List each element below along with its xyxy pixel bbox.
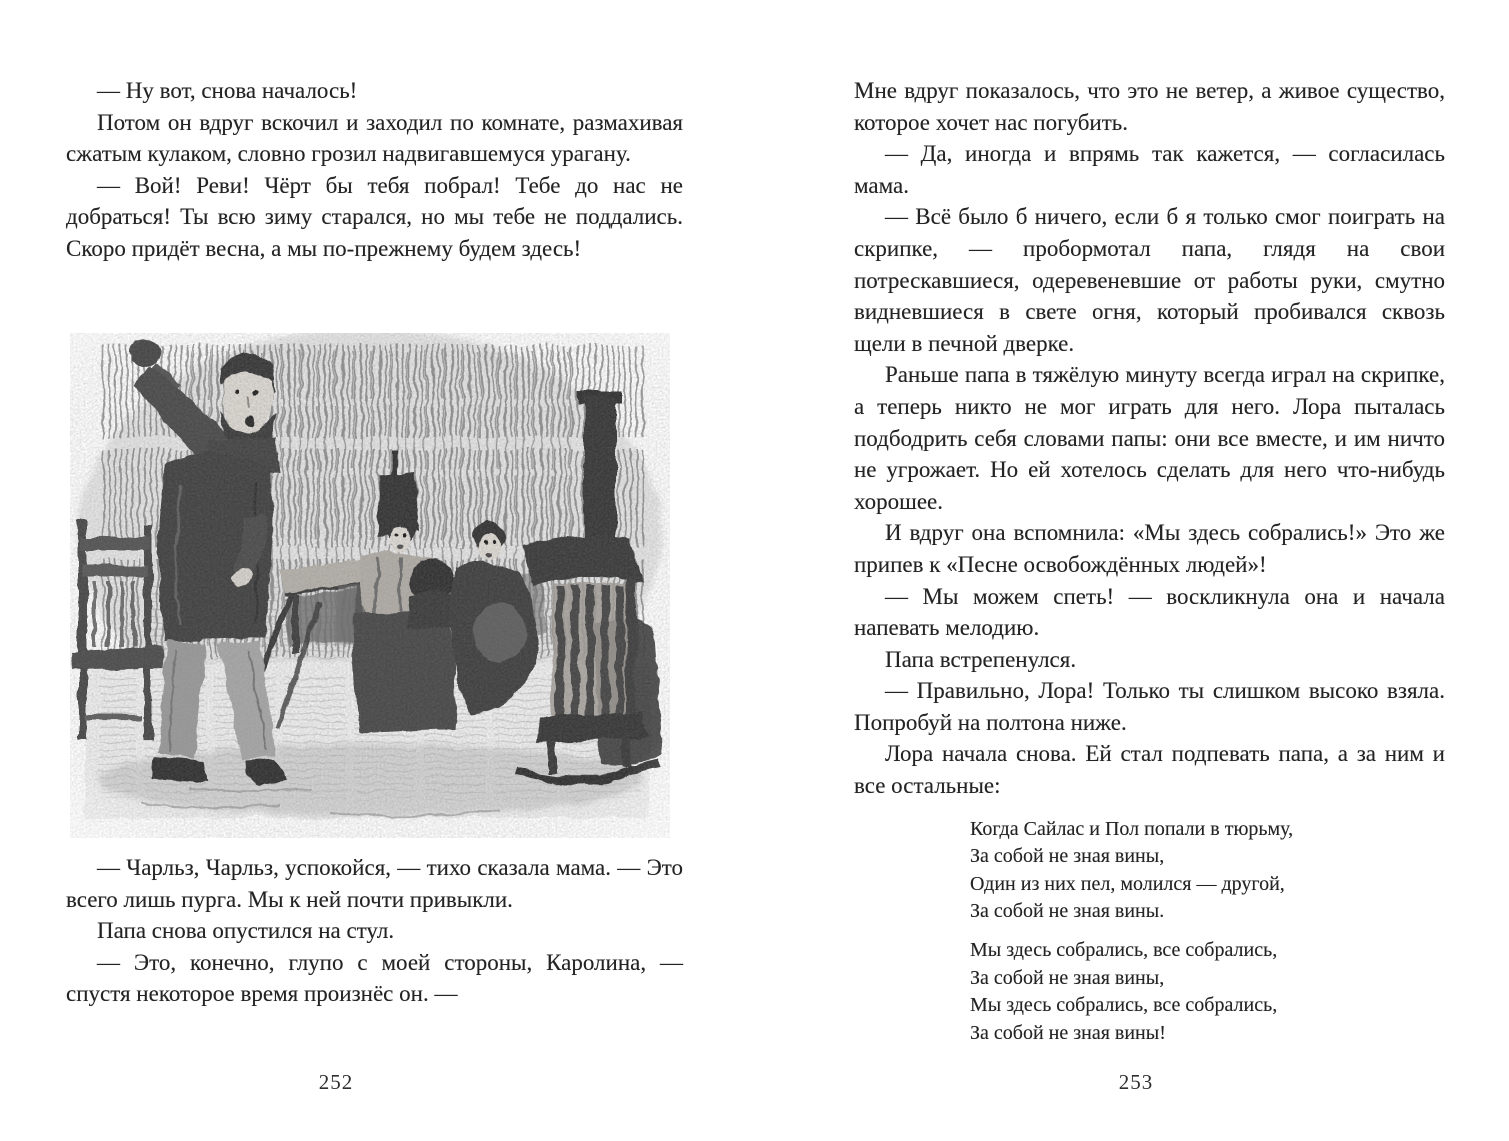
verse-line: За собой не зная вины,	[970, 966, 1165, 989]
right-page-text	[854, 75, 1445, 1047]
verse-line: За собой не зная вины.	[970, 900, 1165, 923]
verse-line: Мы здесь собрались, все собрались,	[970, 939, 1278, 962]
paragraph: — Да, иногда и впрямь так кажется, — согласилась мама.	[854, 141, 1445, 198]
paragraph: — Чарльз, Чарльз, успокойся, — тихо сказала мама. — Это всего лишь пурга. Мы к ней почти привыкли.	[66, 855, 683, 912]
paragraph: — Это, конечно, глупо с моей стороны, Каролина, — спустя некоторое время произнёс он. —	[66, 949, 683, 1007]
paragraph: — Мы можем спеть! — воскликнула она и начала напевать мелодию.	[854, 583, 1445, 641]
page-number-right: 253	[1118, 1070, 1154, 1094]
stanza-gap	[970, 926, 1445, 937]
paragraph: Раньше папа в тяжёлую минуту всегда играл на скрипке, а теперь никто не мог играть для него. Лора пыталась подбодрить себя словами папы: они все вместе, и им ничто не угрожает. Но ей хотелось сделать для него что-нибудь хорошее.	[854, 362, 1445, 514]
paragraph: Лора начала снова. Ей стал подпевать папа, а за ним и все остальные:	[854, 741, 1445, 799]
illustration-svg	[70, 333, 670, 838]
paragraph: — Всё было б ничего, если б я только смог поиграть на скрипке, — пробормотал папа, глядя на свои потрескавшиеся, одеревеневшие от работы руки, смутно видневшиеся в свете огня, который пробивался сквозь щели в печной дверке.	[854, 204, 1445, 356]
left-page-top-text	[66, 75, 683, 265]
paragraph: — Ну вот, снова началось!	[97, 78, 358, 103]
paragraph: — Правильно, Лора! Только ты слишком высоко взяла. Попробуй на полтона ниже.	[854, 678, 1445, 735]
paragraph: — Вой! Реви! Чёрт бы тебя побрал! Тебе до нас не добраться! Ты всю зиму старался, но мы тебе не поддались. Скоро придёт весна, а мы по-прежнему будем здесь!	[66, 172, 683, 261]
verse-line: За собой не зная вины!	[970, 1021, 1166, 1044]
verse-line: Мы здесь собрались, все собрались,	[970, 994, 1278, 1017]
song-verse	[970, 816, 1445, 1048]
paragraph: Потом он вдруг вскочил и заходил по комнате, размахивая сжатым кулаком, словно грозил надвигавшемуся урагану.	[66, 109, 683, 167]
verse-line: Когда Сайлас и Пол попали в тюрьму,	[970, 817, 1294, 840]
verse-line: За собой не зная вины,	[970, 845, 1165, 868]
paragraph-continuation: Мне вдруг показалось, что это не ветер, а живое существо, которое хочет нас погубить.	[854, 78, 1445, 135]
paragraph: Папа снова опустился на стул.	[97, 918, 395, 944]
illustration	[70, 333, 670, 838]
paragraph: Папа встрепенулся.	[885, 646, 1077, 672]
left-page-bottom-text	[66, 852, 683, 1010]
verse-line: Один из них пел, молился — другой,	[970, 872, 1285, 895]
page-number-left: 252	[318, 1070, 354, 1094]
paragraph: И вдруг она вспомнила: «Мы здесь собрались!» Это же припев к «Песне освобождённых людей»!	[854, 520, 1445, 577]
